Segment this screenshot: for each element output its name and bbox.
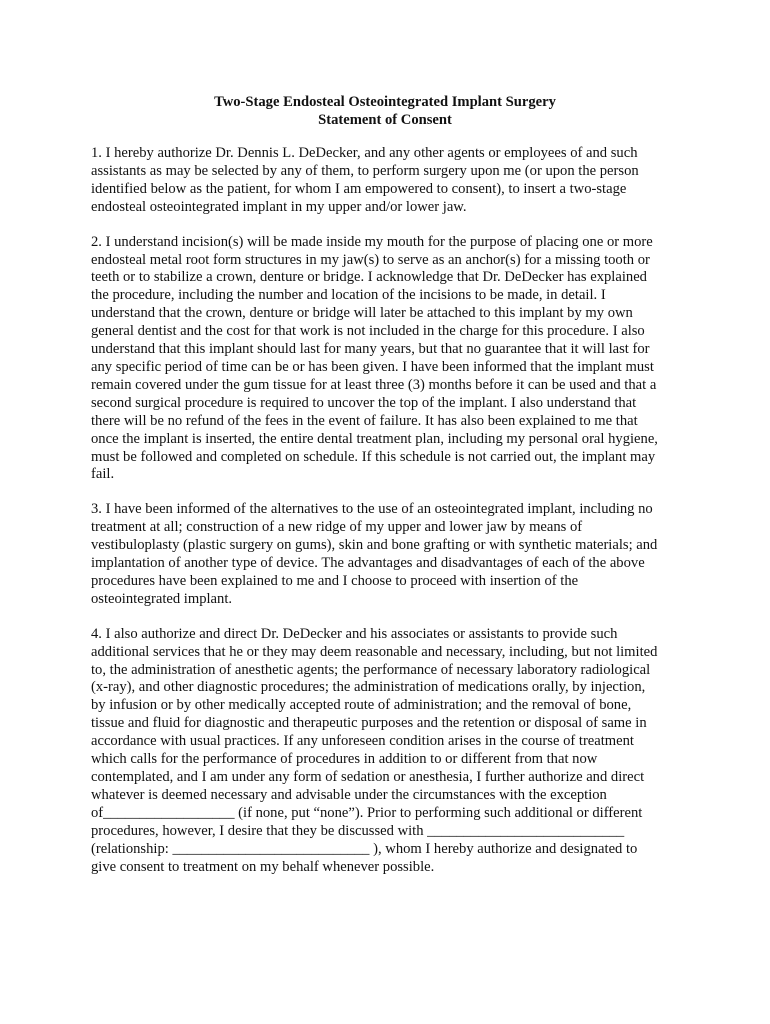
paragraph-text-line: treatment at all; construction of a new ridge of my upper and lower jaw by means of [91, 519, 583, 536]
paragraph-text-line: contemplated, and I am under any form of sedation or anesthesia, I further authorize and direct [91, 769, 645, 785]
paragraph-text-line: endosteal metal root form structures in my jaw(s) to serve as an anchor(s) for a missing tooth or [91, 251, 650, 268]
paragraph-text-line: by infusion or by other medically accepted route of administration; and the removal of bone, [91, 697, 632, 714]
document-title [91, 93, 679, 129]
document-subtitle-line: Statement of Consent [318, 112, 452, 128]
consent-paragraph-1 [91, 145, 683, 217]
paragraph-text-line: the procedure, including the number and location of the incisions to be made, in detail. I [91, 287, 606, 304]
paragraph-text-line: 3. I have been informed of the alternatives to the use of an osteointegrated implant, including no [91, 501, 653, 518]
paragraph-text-line: whatever is deemed necessary and advisable under the circumstances with the exception [91, 786, 607, 803]
paragraph-text-line: give consent to treatment on my behalf whenever possible. [91, 858, 435, 875]
paragraph-text-line: procedures have been explained to me and I choose to proceed with insertion of the [91, 572, 579, 589]
paragraph-text-line: (x-ray), and other diagnostic procedures; the administration of medications orally, by injection, [91, 679, 646, 696]
document-title-line: Two-Stage Endosteal Osteointegrated Implant Surgery [214, 94, 556, 110]
paragraph-text-line: understand that this implant should last for many years, but that no guarantee that it will last for [91, 341, 650, 358]
paragraph-text-line: accordance with usual practices. If any unforeseen condition arises in the course of treatment [91, 733, 634, 750]
paragraph-text-line: fail. [91, 466, 115, 483]
paragraph-text-line: osteointegrated implant. [91, 590, 233, 607]
consent-paragraph-3 [91, 501, 683, 608]
paragraph-text-line: implantation of another type of device. The advantages and disadvantages of each of the above [91, 555, 645, 572]
paragraph-text-line: must be followed and completed on schedule. If this schedule is not carried out, the implant may [91, 448, 656, 465]
paragraph-text-line: there will be no refund of the fees in the event of failure. It has also been explained to me that [91, 412, 638, 429]
paragraph-text-line: endosteal osteointegrated implant in my upper and/or lower jaw. [91, 198, 467, 215]
paragraph-text-line: of__________________ (if none, put “none”). Prior to performing such additional or different [91, 804, 643, 821]
paragraph-text-line: assistants as may be selected by any of them, to perform surgery upon me (or upon the person [91, 162, 639, 179]
paragraph-text-line: which calls for the performance of procedures in addition to or different from that now [91, 751, 598, 768]
consent-paragraph-2 [91, 234, 683, 485]
paragraph-text-line: 2. I understand incision(s) will be made inside my mouth for the purpose of placing one or more [91, 233, 653, 250]
paragraph-text-line: vestibuloplasty (plastic surgery on gums), skin and bone grafting or with synthetic materials; and [91, 537, 658, 554]
consent-paragraph-4 [91, 626, 683, 877]
paragraph-text-line: teeth or to stabilize a crown, denture or bridge. I acknowledge that Dr. DeDecker has explained [91, 269, 647, 286]
paragraph-text-line: 4. I also authorize and direct Dr. DeDecker and his associates or assistants to provide such [91, 625, 618, 642]
paragraph-text-line: 1. I hereby authorize Dr. Dennis L. DeDecker, and any other agents or employees of and such [91, 145, 638, 161]
paragraph-text-line: understand that the crown, denture or bridge will later be attached to this implant by my own [91, 305, 633, 322]
paragraph-text-line: procedures, however, I desire that they be discussed with ___________________________ [91, 822, 625, 839]
consent-paragraphs [91, 145, 770, 876]
paragraph-text-line: additional services that he or they may deem reasonable and necessary, including, but not limited [91, 643, 658, 660]
paragraph-text-line: remain covered under the gum tissue for at least three (3) months before it can be used and that a [91, 376, 657, 393]
paragraph-text-line: identified below as the patient, for whom I am empowered to consent), to insert a two-stage [91, 180, 627, 197]
paragraph-text-line: any specific period of time can be or has been given. I have been informed that the implant must [91, 358, 654, 375]
paragraph-text-line: general dentist and the cost for that work is not included in the charge for this procedure. I also [91, 323, 645, 340]
paragraph-text-line: once the implant is inserted, the entire dental treatment plan, including my personal oral hygiene, [91, 430, 658, 447]
paragraph-text-line: tissue and fluid for diagnostic and therapeutic purposes and the retention or disposal of same in [91, 715, 647, 732]
paragraph-text-line: second surgical procedure is required to uncover the top of the implant. I also understand that [91, 394, 637, 411]
paragraph-text-line: (relationship: ___________________________ ), whom I hereby authorize and designated to [91, 840, 638, 857]
paragraph-text-line: to, the administration of anesthetic agents; the performance of necessary laboratory radiological [91, 661, 651, 678]
